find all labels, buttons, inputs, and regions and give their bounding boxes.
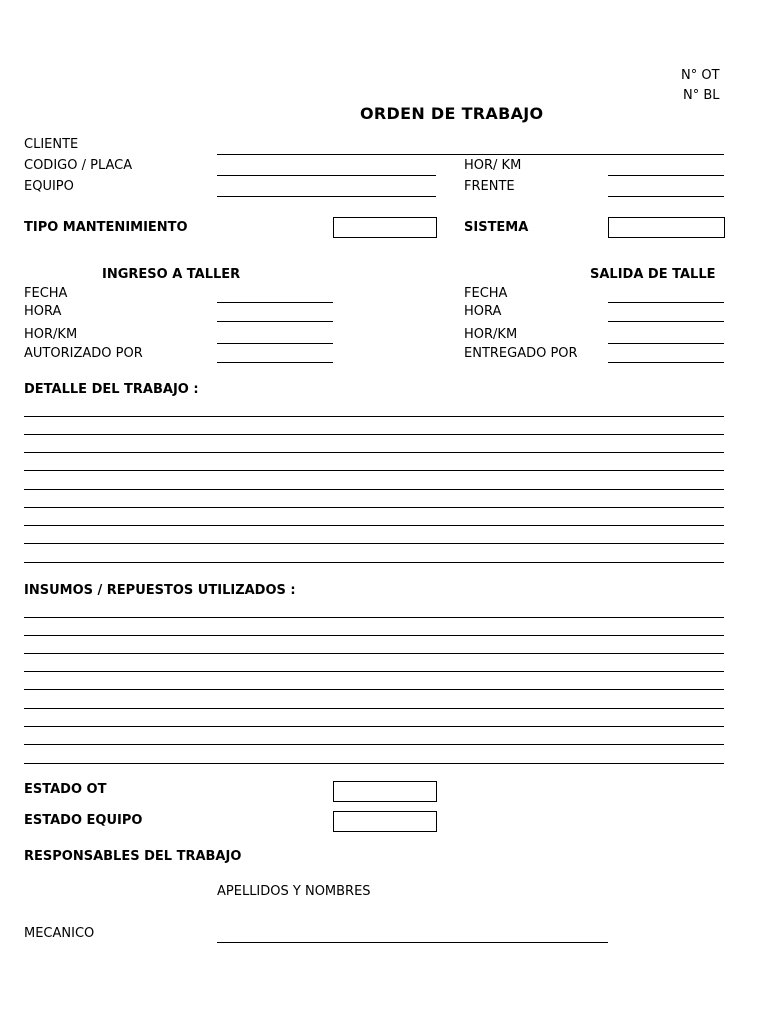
numero-bl-label: N° BL bbox=[683, 88, 720, 103]
hor-km-field[interactable] bbox=[608, 175, 724, 176]
detalle-line[interactable] bbox=[24, 416, 724, 417]
ingreso-hora-label: HORA bbox=[24, 304, 62, 319]
insumos-line[interactable] bbox=[24, 689, 724, 690]
salida-fecha-field[interactable] bbox=[608, 302, 724, 303]
apellidos-nombres-label: APELLIDOS Y NOMBRES bbox=[217, 884, 371, 899]
salida-hor-km-field[interactable] bbox=[608, 343, 724, 344]
ingreso-hor-km-label: HOR/KM bbox=[24, 327, 78, 342]
page-title: ORDEN DE TRABAJO bbox=[360, 104, 544, 123]
mecanico-label: MECANICO bbox=[24, 926, 95, 941]
insumos-line[interactable] bbox=[24, 708, 724, 709]
detalle-line[interactable] bbox=[24, 562, 724, 563]
cliente-field[interactable] bbox=[217, 154, 724, 155]
detalle-line[interactable] bbox=[24, 525, 724, 526]
numero-ot-label: N° OT bbox=[681, 68, 720, 83]
autorizado-por-label: AUTORIZADO POR bbox=[24, 346, 143, 361]
insumos-line[interactable] bbox=[24, 653, 724, 654]
estado-ot-label: ESTADO OT bbox=[24, 782, 107, 797]
detalle-line[interactable] bbox=[24, 452, 724, 453]
detalle-line[interactable] bbox=[24, 489, 724, 490]
insumos-line[interactable] bbox=[24, 763, 724, 764]
autorizado-por-field[interactable] bbox=[217, 362, 333, 363]
tipo-mantenimiento-label: TIPO MANTENIMIENTO bbox=[24, 220, 188, 235]
entregado-por-label: ENTREGADO POR bbox=[464, 346, 578, 361]
detalle-line[interactable] bbox=[24, 543, 724, 544]
detalle-line[interactable] bbox=[24, 434, 724, 435]
ingreso-heading: INGRESO A TALLER bbox=[102, 267, 241, 282]
codigo-placa-label: CODIGO / PLACA bbox=[24, 158, 133, 173]
cliente-label: CLIENTE bbox=[24, 137, 79, 152]
detalle-heading: DETALLE DEL TRABAJO : bbox=[24, 382, 199, 397]
insumos-line[interactable] bbox=[24, 726, 724, 727]
estado-equipo-box[interactable] bbox=[333, 811, 437, 832]
responsables-heading: RESPONSABLES DEL TRABAJO bbox=[24, 849, 242, 864]
estado-equipo-label: ESTADO EQUIPO bbox=[24, 813, 143, 828]
equipo-label: EQUIPO bbox=[24, 179, 74, 194]
salida-hor-km-label: HOR/KM bbox=[464, 327, 518, 342]
detalle-line[interactable] bbox=[24, 470, 724, 471]
insumos-line[interactable] bbox=[24, 617, 724, 618]
codigo-placa-field[interactable] bbox=[217, 175, 436, 176]
mecanico-field[interactable] bbox=[217, 942, 608, 943]
ingreso-fecha-label: FECHA bbox=[24, 286, 68, 301]
insumos-line[interactable] bbox=[24, 635, 724, 636]
salida-fecha-label: FECHA bbox=[464, 286, 508, 301]
sistema-box[interactable] bbox=[608, 217, 725, 238]
salida-hora-field[interactable] bbox=[608, 321, 724, 322]
hor-km-label: HOR/ KM bbox=[464, 158, 522, 173]
insumos-heading: INSUMOS / REPUESTOS UTILIZADOS : bbox=[24, 583, 296, 598]
insumos-line[interactable] bbox=[24, 744, 724, 745]
estado-ot-box[interactable] bbox=[333, 781, 437, 802]
entregado-por-field[interactable] bbox=[608, 362, 724, 363]
equipo-field[interactable] bbox=[217, 196, 436, 197]
detalle-line[interactable] bbox=[24, 507, 724, 508]
salida-hora-label: HORA bbox=[464, 304, 502, 319]
tipo-mantenimiento-box[interactable] bbox=[333, 217, 437, 238]
frente-label: FRENTE bbox=[464, 179, 515, 194]
insumos-line[interactable] bbox=[24, 671, 724, 672]
frente-field[interactable] bbox=[608, 196, 724, 197]
ingreso-hor-km-field[interactable] bbox=[217, 343, 333, 344]
salida-heading: SALIDA DE TALLE bbox=[590, 267, 716, 282]
ingreso-hora-field[interactable] bbox=[217, 321, 333, 322]
ingreso-fecha-field[interactable] bbox=[217, 302, 333, 303]
sistema-label: SISTEMA bbox=[464, 220, 529, 235]
